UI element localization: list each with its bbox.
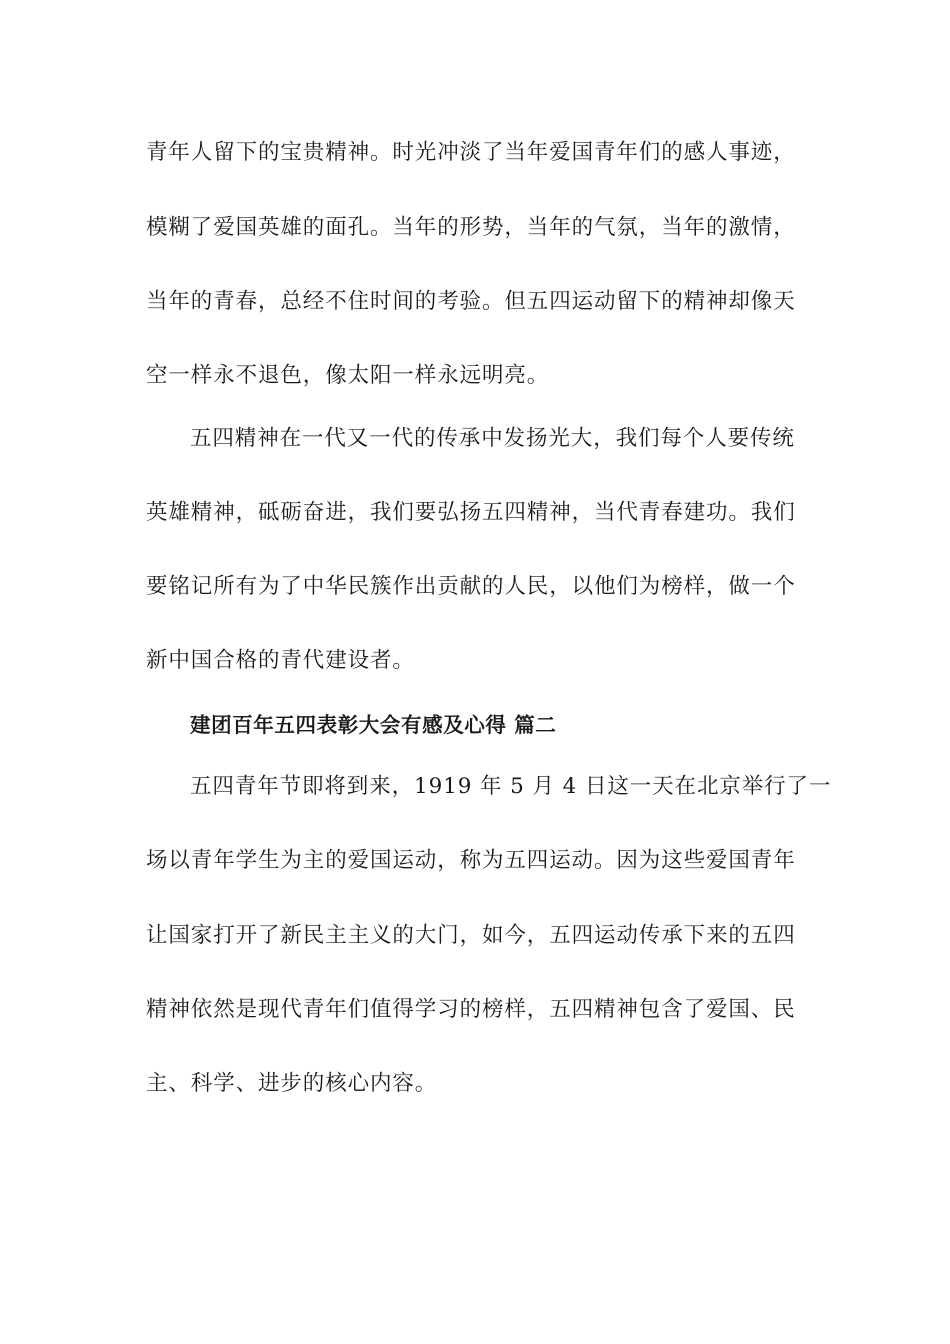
paragraph-line: 空一样永不退色，像太阳一样永远明亮。 [146, 363, 550, 388]
section-heading: 建团百年五四表彰大会有感及心得 篇二 [190, 713, 557, 737]
paragraph-line: 英雄精神，砥砺奋进，我们要弘扬五四精神，当代青春建功。我们 [146, 500, 796, 525]
paragraph-line: 青年人留下的宝贵精神。时光冲淡了当年爱国青年们的感人事迹， [146, 140, 796, 165]
paragraph-line: 场以青年学生为主的爱国运动，称为五四运动。因为这些爱国青年 [146, 848, 796, 873]
paragraph-line: 新中国合格的青代建设者。 [146, 648, 415, 673]
paragraph-line: 模糊了爱国英雄的面孔。当年的形势，当年的气氛，当年的激情， [146, 215, 796, 240]
paragraph-line: 精神依然是现代青年们值得学习的榜样，五四精神包含了爱国、民 [146, 997, 796, 1022]
paragraph-line: 让国家打开了新民主主义的大门，如今，五四运动传承下来的五四 [146, 923, 796, 948]
paragraph-line: 五四精神在一代又一代的传承中发扬光大，我们每个人要传统 [190, 426, 795, 451]
paragraph-line: 要铭记所有为了中华民簇作出贡献的人民，以他们为榜样，做一个 [146, 574, 796, 599]
paragraph-line: 当年的青春，总经不住时间的考验。但五四运动留下的精神却像天 [146, 289, 796, 314]
paragraph-line: 主、科学、进步的核心内容。 [146, 1071, 438, 1096]
paragraph-line: 五四青年节即将到来，1919 年 5 月 4 日这一天在北京举行了一 [190, 774, 832, 799]
